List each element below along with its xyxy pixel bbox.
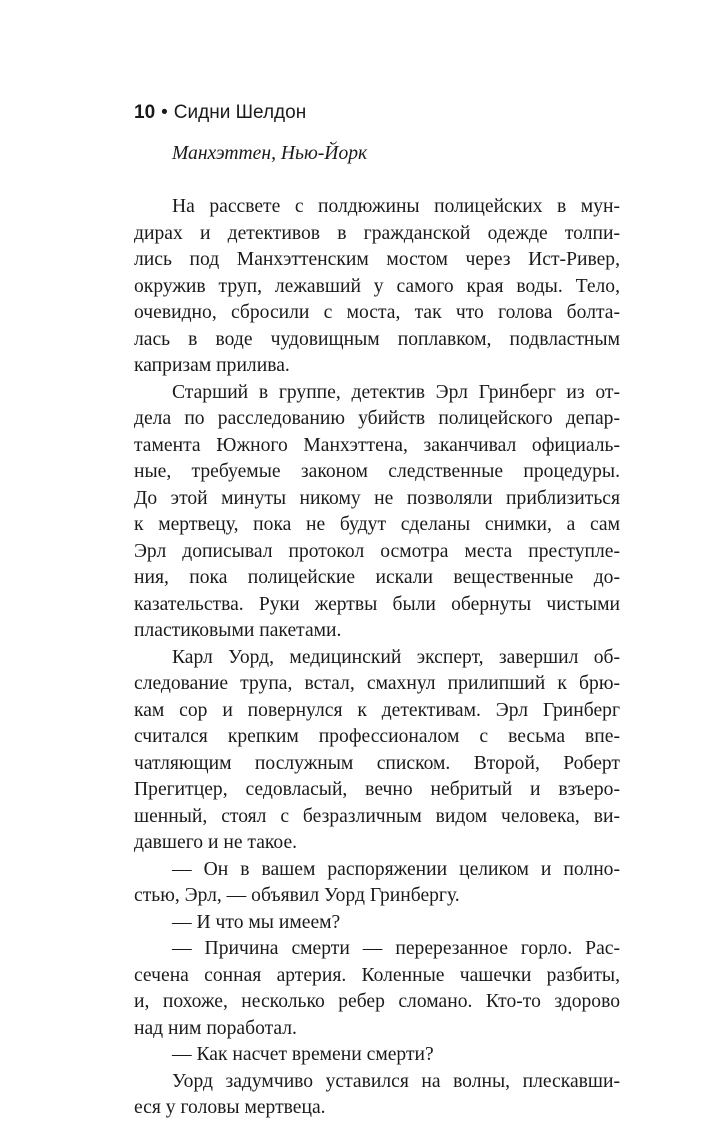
text-line: еся у головы мертвеца. [134, 1097, 326, 1118]
text-line: дирах и детективов в гражданской одежде толпи- [134, 222, 620, 244]
text-line: чатляющим послужным списком. Второй, Роберт [134, 752, 620, 774]
text-line: капризам прилива. [134, 355, 290, 376]
text-line: лись под Манхэттенским мостом через Ист-Ривер, [134, 249, 620, 270]
text-line: Уорд задумчиво уставился на волны, плескавши- [172, 1070, 620, 1092]
author-name: Сидни Шелдон [173, 102, 307, 123]
text-line: и, похоже, несколько ребер сломано. Кто-то здорово [134, 991, 620, 1012]
page-number: 10 [134, 102, 156, 123]
text-line: кам сор и повернулся к детективам. Эрл Гринберг [134, 699, 620, 721]
text-line: Старший в группе, детектив Эрл Гринберг из от- [172, 381, 620, 403]
running-head [134, 101, 306, 125]
text-line: ные, требуемые законом следственные процедуры. [134, 461, 620, 482]
text-line: сечена сонная артерия. Коленные чашечки разбиты, [134, 964, 620, 986]
text-line: лась в воде чудовищным поплавком, подвластным [134, 328, 620, 350]
body-text [134, 141, 620, 1122]
text-line: к мертвецу, пока не будут сделаны снимки, а сам [134, 514, 620, 535]
text-line: давшего и не такое. [134, 832, 298, 853]
heading-spacer [134, 168, 620, 195]
text-line: казательства. Руки жертвы были обернуты чистыми [134, 593, 620, 615]
text-line: следование трупа, встал, смахнул прилипший к брю- [134, 673, 620, 694]
text-line: дела по расследованию убийств полицейского депар- [134, 408, 620, 429]
text-line: — Причина смерти — перерезанное горло. Рас- [172, 938, 620, 959]
bullet-separator: • [161, 102, 168, 123]
text-line: тамента Южного Манхэттена, заканчивал официаль- [134, 434, 620, 456]
text-line: над ним поработал. [134, 1017, 297, 1039]
text-line: — И что мы имеем? [172, 911, 341, 933]
text-line: На рассвете с полдюжины полицейских в мун- [172, 196, 620, 217]
text-line: окружив труп, лежавший у самого края воды. Тело, [134, 275, 620, 297]
text-line: — Как насчет времени смерти? [172, 1044, 434, 1065]
text-lines [134, 194, 620, 1122]
text-line: считался крепким профессионалом с весьма впе- [134, 726, 620, 747]
text-line: — Он в вашем распоряжении целиком и полно- [172, 858, 620, 880]
text-line: пластиковыми пакетами. [134, 620, 342, 641]
text-line: Карл Уорд, медицинский эксперт, завершил об- [172, 646, 620, 668]
text-line: Эрл дописывал протокол осмотра места преступле- [134, 540, 620, 562]
text-line: очевидно, сбросили с моста, так что голова болта- [134, 302, 620, 323]
text-line: стью, Эрл, — объявил Уорд Гринбергу. [134, 885, 460, 906]
text-line: шенный, стоял с безразличным видом человека, ви- [134, 805, 620, 827]
text-line: Прегитцер, седовласый, вечно небритый и взъеро- [134, 779, 620, 800]
text-line: До этой минуты никому не позволяли приблизиться [134, 487, 620, 509]
text-line: ния, пока полицейские искали вещественные до- [134, 567, 620, 588]
location-heading: Манхэттен, Нью-Йорк [172, 143, 368, 164]
